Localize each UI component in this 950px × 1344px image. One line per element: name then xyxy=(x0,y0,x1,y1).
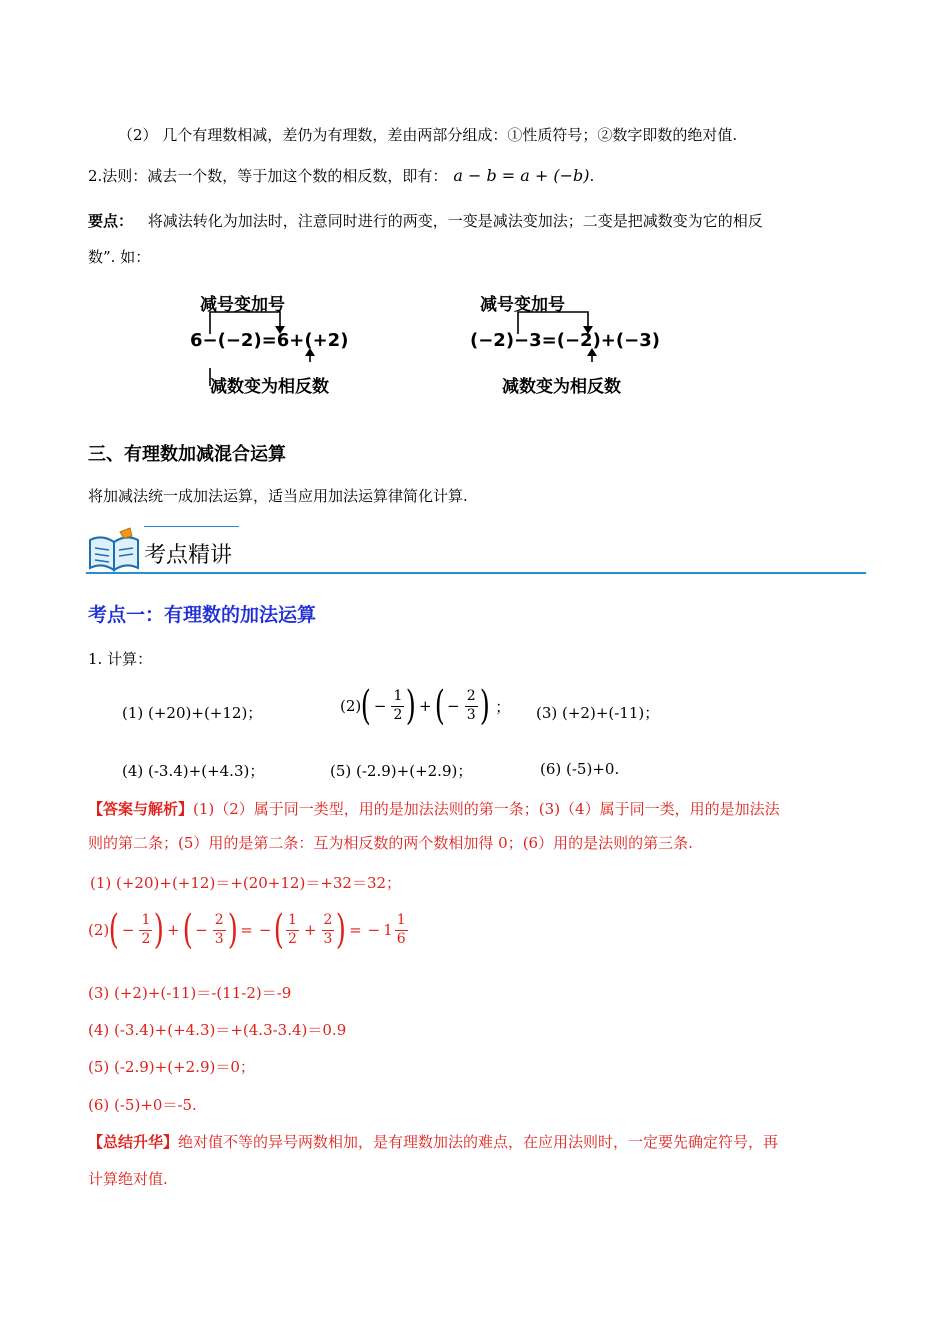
diagram-left xyxy=(190,290,370,400)
rule-suffix: . xyxy=(589,166,595,185)
solution-4: (4) (-3.4)+(+4.3)＝+(4.3-3.4)＝0.9 xyxy=(88,1021,347,1039)
banner-top-rule xyxy=(144,526,239,527)
solution-6: (6) (-5)+0＝-5. xyxy=(88,1096,197,1114)
solution-2 xyxy=(88,907,410,953)
problem-2-suffix: ； xyxy=(495,697,511,716)
summary-line-2: 计算绝对值. xyxy=(88,1170,168,1188)
problem-2 xyxy=(340,683,511,729)
problem-2-label: (2) xyxy=(340,697,362,715)
problem-5: (5) (-2.9)+(+2.9)； xyxy=(330,762,473,780)
summary-label: 【总结升华】 xyxy=(88,1133,179,1151)
summary-line-1 xyxy=(88,1131,778,1152)
problem-2-expression: ( − $\frac{1}{2}$ ) + ( − $\frac{2}{3}$ ) xyxy=(360,683,490,729)
diagram-left-bottom-label: 减数变为相反数 xyxy=(210,377,329,397)
section3-text: 将加减法统一成加法运算，适当应用加法运算律简化计算. xyxy=(88,487,468,505)
kaodian1-heading: 考点一：有理数的加法运算 xyxy=(88,604,317,626)
solution-2-label: (2) xyxy=(88,921,110,939)
diagram-right-bottom-label: 减数变为相反数 xyxy=(502,377,621,397)
diagram-right-equation: (−2)−3=(−2)+(−3) xyxy=(470,330,660,351)
keypoint-text-1: 将减法转化为加法时，注意同时进行的两变，一变是减法变加法；二变是把减数变为它的相反 xyxy=(147,212,763,230)
answer-line-2: 则的第二条；(5）用的是第二条：互为相反数的两个数相加得 0；(6）用的是法则的第三条. xyxy=(88,834,693,852)
solution-3: (3) (+2)+(-11)＝-(11-2)＝-9 xyxy=(88,984,292,1002)
problem-6: (6) (-5)+0. xyxy=(540,760,620,778)
diagram-left-equation: 6−(−2)=6+(+2) xyxy=(190,330,349,351)
intro-line-1: （2） 几个有理数相减，差仍为有理数，差由两部分组成：①性质符号；②数字即数的绝对值. xyxy=(118,126,738,144)
intro-rule-line xyxy=(88,165,594,186)
answer-label: 【答案与解析】 xyxy=(88,800,194,818)
keypoint-label: 要点： xyxy=(88,212,134,230)
problem-3: (3) (+2)+(-11)； xyxy=(536,704,660,722)
diagram-right-top-label: 减号变加号 xyxy=(480,295,565,315)
solution-1: (1) (+20)+(+12)＝+(20+12)＝+32＝32； xyxy=(90,874,402,892)
problem-4: (4) (-3.4)+(+4.3)； xyxy=(122,762,265,780)
diagram-left-top-label: 减号变加号 xyxy=(200,295,285,315)
summary-text-1: 绝对值不等的异号两数相加，是有理数加法的难点，在应用法则时，一定要先确定符号，再 xyxy=(178,1133,779,1151)
section3-heading: 三、有理数加减混合运算 xyxy=(88,444,286,465)
answer-line-1 xyxy=(88,798,780,819)
keypoint-line-1 xyxy=(88,210,763,231)
banner-bottom-rule xyxy=(86,572,866,574)
answer-text-1: (1)（2）属于同一类型，用的是加法法则的第一条；(3)（4）属于同一类，用的是加法法 xyxy=(193,800,780,818)
rule-formula: a − b = a + (−b) xyxy=(453,166,590,185)
section-banner xyxy=(86,526,866,576)
banner-title: 考点精讲 xyxy=(144,543,233,568)
diagram-right xyxy=(470,290,670,400)
question-label: 1. 计算： xyxy=(88,650,153,668)
problem-1: (1) (+20)+(+12)； xyxy=(122,704,263,722)
rule-text: 2.法则：减去一个数，等于加这个数的相反数，即有： xyxy=(88,167,448,185)
keypoint-line-2: 数”. 如： xyxy=(88,248,151,266)
solution-5: (5) (-2.9)+(+2.9)＝0； xyxy=(88,1058,255,1076)
open-book-icon xyxy=(86,526,146,574)
solution-2-expression: ( − $\frac{1}{2}$ ) + ( − $\frac{2}{3}$ ) = − ( $\frac{1}{2}$ + $\frac{2}{3}$ ) = − 1 $\frac{1}{6}$ xyxy=(108,907,406,953)
